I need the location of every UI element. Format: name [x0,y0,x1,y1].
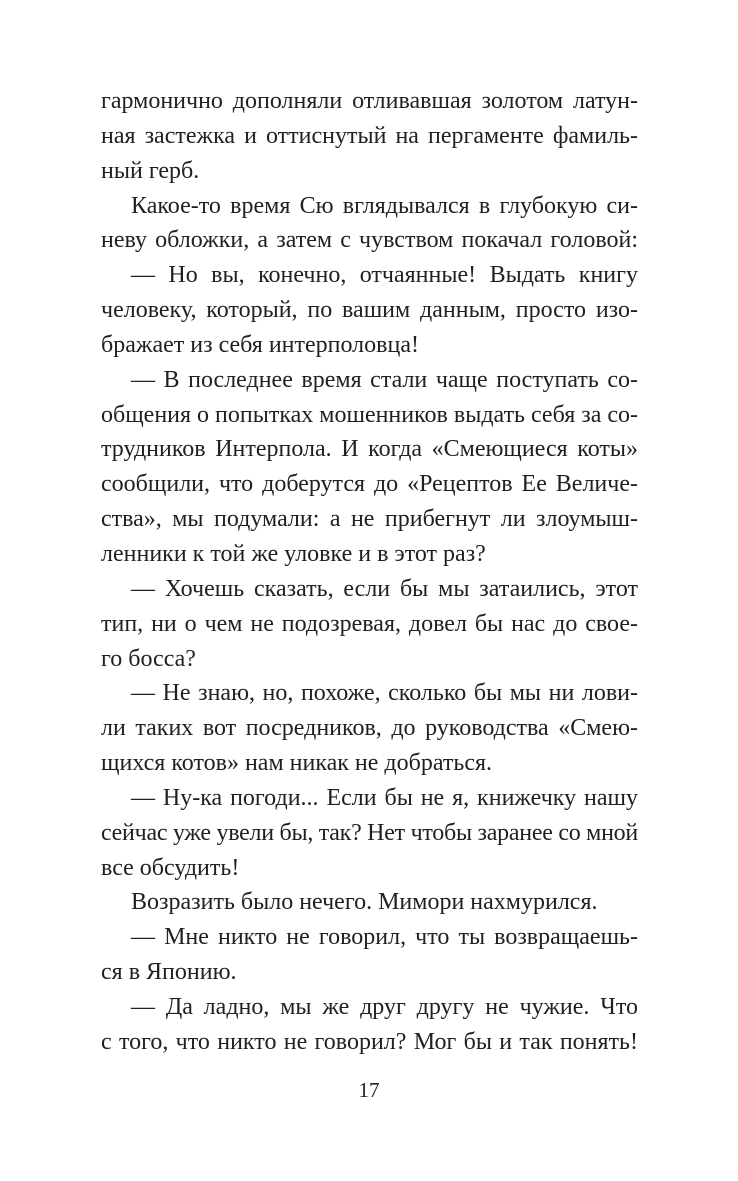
text-line: тип, ни о чем не подозревая, довел бы нас до свое- [101,610,638,637]
text-line: Возразить было нечего. Мимори нахмурился. [131,889,598,916]
text-line: — Хочешь сказать, если бы мы затаились, этот [131,575,638,602]
text-line: сообщили, что доберутся до «Рецептов Ее Величе- [101,471,638,498]
text-line: ленники к той же уловке и в этот раз? [101,540,486,567]
text-line: сейчас уже увели бы, так? Нет чтобы заранее со мной [101,819,638,846]
text-line: ли таких вот посредников, до руководства «Смею- [101,715,638,742]
text-line: — Ну-ка погоди... Если бы не я, книжечку нашу [131,784,638,811]
text-line: — Но вы, конечно, отчаянные! Выдать книгу [131,262,638,289]
text-line: ства», мы подумали: а не прибегнут ли злоумыш- [101,506,638,533]
text-line: все обсудить! [101,854,240,881]
text-line: — Да ладно, мы же друг другу не чужие. Что [131,993,638,1020]
text-line: общения о попытках мошенников выдать себя за со- [101,401,638,428]
text-line: щихся котов» нам никак не добраться. [101,750,493,777]
text-line: ная застежка и оттиснутый на пергаменте фамиль- [101,122,638,149]
text-line: бражает из себя интерполовца! [101,331,419,358]
text-line: го босса? [101,645,196,672]
text-line: ный герб. [101,157,200,184]
page-number: 17 [358,1078,380,1102]
page-text [101,84,638,1060]
text-line: с того, что никто не говорил? Мог бы и так понять! [101,1028,638,1055]
text-line: гармонично дополняли отливавшая золотом латун- [101,88,638,114]
text-line: трудников Интерпола. И когда «Смеющиеся коты» [101,436,638,463]
text-line: Какое-то время Сю вглядывался в глубокую си- [131,192,638,219]
text-line: — В последнее время стали чаще поступать со- [131,366,638,393]
text-line: человеку, который, по вашим данным, просто изо- [101,297,638,324]
text-line: ся в Японию. [101,959,237,986]
text-line: — Мне никто не говорил, что ты возвращаешь- [131,924,638,951]
text-line: — Не знаю, но, похоже, сколько бы мы ни лови- [131,680,638,707]
text-line: неву обложки, а затем с чувством покачал головой: [101,227,638,254]
